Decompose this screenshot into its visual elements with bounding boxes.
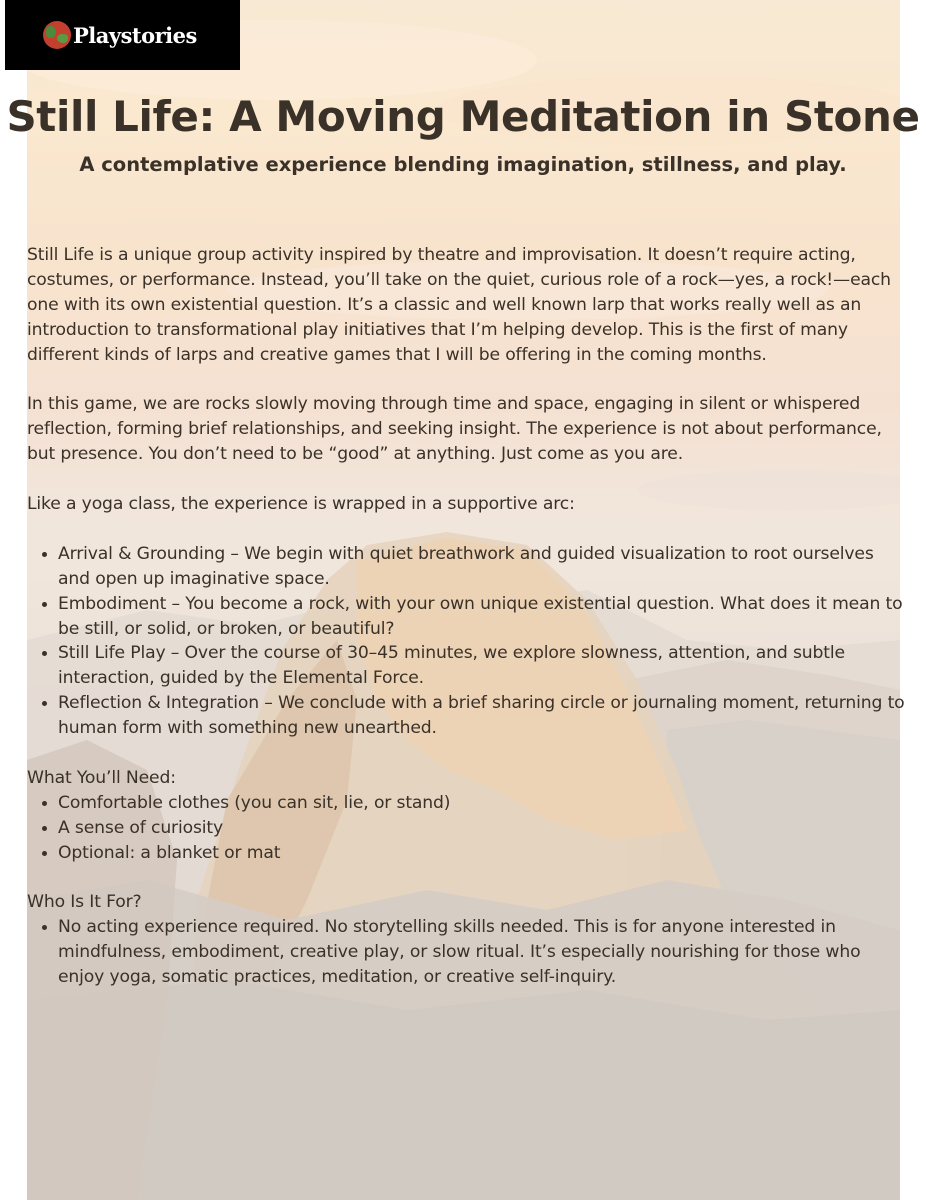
main-content: [27, 243, 907, 1015]
arc-list-item: • Embodiment – You become a rock, with your own unique existential question. What does it mean to be still, or solid, or broken, or beautiful?: [58, 592, 907, 642]
arc-list-item: • Still Life Play – Over the course of 30–45 minutes, we explore slowness, attention, and subtle interaction, guided by the Elemental Force.: [58, 641, 907, 691]
needs-list-item: • A sense of curiosity: [58, 816, 907, 841]
intro-paragraph-3: Like a yoga class, the experience is wrapped in a supportive arc:: [27, 494, 575, 515]
logo-bar[interactable]: [5, 0, 240, 70]
playstories-logo-icon: [43, 21, 71, 49]
logo-text: Playstories: [73, 22, 197, 48]
intro-paragraph-1: Still Life is a unique group activity inspired by theatre and improvisation. It doesn’t require acting, costumes, or performance. Instead, you’ll take on the quiet, curious role of a rock—yes, a rock!—each one with its own existential question. It’s a classic and well known larp that works really well as an introduction to transformational play initiatives that I’m helping develop. This is the first of many different kinds of larps and creative games that I will be offering in the coming months.: [27, 245, 891, 365]
audience-list-item: • No acting experience required. No storytelling skills needed. This is for anyone interested in mindfulness, embodiment, creative play, or slow ritual. It’s especially nourishing for those who enjoy yoga, somatic practices, meditation, or creative self-inquiry.: [58, 915, 907, 990]
audience-heading: Who Is It For?: [27, 892, 142, 913]
needs-list-item: • Optional: a blanket or mat: [58, 841, 907, 866]
page-title: Still Life: A Moving Meditation in Stone: [6, 92, 920, 141]
needs-list: [27, 791, 907, 866]
arc-list-item: • Reflection & Integration – We conclude with a brief sharing circle or journaling moment, returning to human form with something new unearthed.: [58, 691, 907, 741]
needs-list-item: • Comfortable clothes (you can sit, lie, or stand): [58, 791, 907, 816]
intro-paragraph-2: In this game, we are rocks slowly moving through time and space, engaging in silent or whispered reflection, forming brief relationships, and seeking insight. The experience is not about performance, but presence. You don’t need to be “good” at anything. Just come as you are.: [27, 394, 882, 465]
arc-list-item: • Arrival & Grounding – We begin with quiet breathwork and guided visualization to root ourselves and open up imaginative space.: [58, 542, 907, 592]
needs-heading: What You’ll Need:: [27, 767, 176, 788]
arc-list: [27, 542, 907, 741]
audience-list: [27, 915, 907, 990]
page-subtitle: A contemplative experience blending imagination, stillness, and play.: [79, 153, 847, 176]
